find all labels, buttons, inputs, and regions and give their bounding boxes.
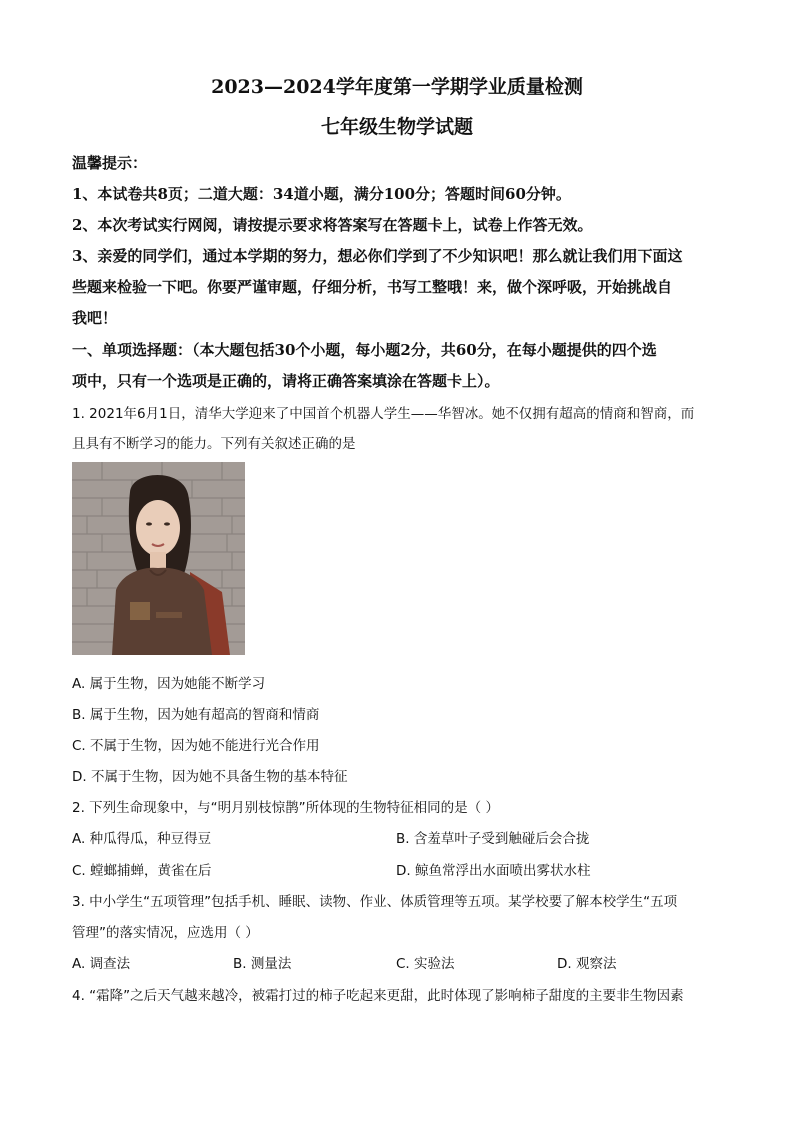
question-1-line-2: 且具有不断学习的能力。下列有关叙述正确的是 bbox=[72, 436, 356, 452]
question-1-option-c: C. 不属于生物，因为她不能进行光合作用 bbox=[72, 738, 320, 754]
exam-title: 2023—2024学年度第一学期学业质量检测 bbox=[211, 76, 583, 98]
section-heading-line-2: 项中，只有一个选项是正确的，请将正确答案填涂在答题卡上）。 bbox=[72, 372, 500, 390]
question-3-option-c: C. 实验法 bbox=[396, 956, 455, 972]
question-3-option-b: B. 测量法 bbox=[233, 956, 292, 972]
question-1-option-b: B. 属于生物，因为她有超高的智商和情商 bbox=[72, 707, 320, 723]
question-1-option-d: D. 不属于生物，因为她不具备生物的基本特征 bbox=[72, 769, 348, 785]
tips-line-1: 1、本试卷共8页；二道大题：34道小题，满分100分；答题时间60分钟。 bbox=[72, 185, 571, 203]
tips-line-3a: 3、亲爱的同学们，通过本学期的努力，想必你们学到了不少知识吧！那么就让我们用下面这 bbox=[72, 247, 683, 265]
question-3-line-2: 管理”的落实情况，应选用（ ） bbox=[72, 925, 259, 941]
question-2-option-a: A. 种瓜得瓜，种豆得豆 bbox=[72, 831, 212, 847]
question-3-option-a: A. 调查法 bbox=[72, 956, 131, 972]
question-3-line-1: 3. 中小学生“五项管理”包括手机、睡眠、读物、作业、体质管理等五项。某学校要了解本校学生“五项 bbox=[72, 894, 678, 910]
student-photo bbox=[72, 462, 245, 655]
question-2-option-c: C. 螳螂捕蝉，黄雀在后 bbox=[72, 863, 212, 879]
section-heading-line-1: 一、单项选择题：（本大题包括30个小题，每小题2分，共60分，在每小题提供的四个选 bbox=[72, 341, 657, 359]
tips-line-3c: 我吧！ bbox=[72, 309, 118, 327]
question-3-option-d: D. 观察法 bbox=[557, 956, 617, 972]
exam-subtitle: 七年级生物学试题 bbox=[320, 116, 473, 138]
question-1-line-1: 1. 2021年6月1日，清华大学迎来了中国首个机器人学生——华智冰。她不仅拥有超高的情商和智商，而 bbox=[72, 406, 695, 422]
question-2-stem: 2. 下列生命现象中，与“明月别枝惊鹊”所体现的生物特征相同的是（ ） bbox=[72, 800, 499, 816]
tips-line-2: 2、本次考试实行网阅，请按提示要求将答案写在答题卡上，试卷上作答无效。 bbox=[72, 216, 593, 234]
tips-line-3b: 些题来检验一下吧。你要严谨审题，仔细分析，书写工整哦！来，做个深呼吸，开始挑战自 bbox=[72, 278, 673, 296]
question-2-option-b: B. 含羞草叶子受到触碰后会合拢 bbox=[396, 831, 590, 847]
question-2-option-d: D. 鲸鱼常浮出水面喷出雾状水柱 bbox=[396, 863, 591, 879]
question-4-line-1: 4. “霜降”之后天气越来越冷，被霜打过的柿子吃起来更甜，此时体现了影响柿子甜度的主要非生物因素 bbox=[72, 988, 684, 1004]
tips-heading: 温馨提示： bbox=[72, 154, 148, 172]
question-1-option-a: A. 属于生物，因为她能不断学习 bbox=[72, 676, 266, 692]
